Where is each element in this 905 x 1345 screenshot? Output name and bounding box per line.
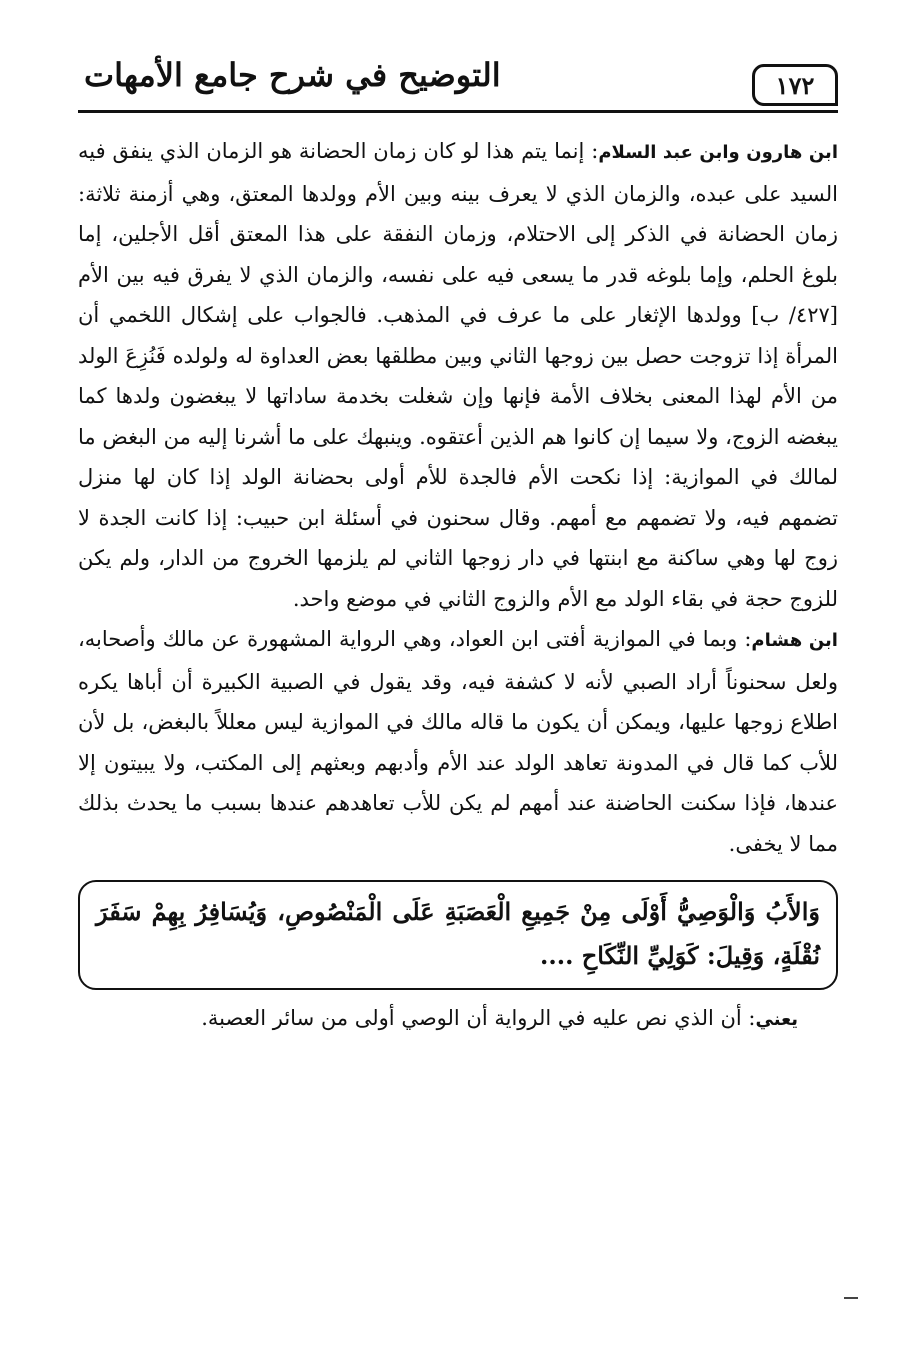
paragraph-text: : إنما يتم هذا لو كان زمان الحضانة هو الزمان الذي ينفق فيه السيد على عبده، والزمان الذي لا يعرف بينه وبين الأم وولدها المعتق، وهي أزمنة ثلاثة: زمان الحضانة في الذكر إلى الاحتلام، وزمان النفقة على هذا المعتق أقل الأجلين، إما بلوغ الحلم، وإما بلوغه قدر ما يسعى فيه على نفسه، والزمان الذي لا يفرق فيه بين الأم [٤٢٧/ ب] وولدها الإثغار على ما عرف في المذهب. فالجواب على إشكال اللخمي أن المرأة إذا تزوجت حصل بين زوجها الثاني وبين مطلقها بعض العداوة له ولولده فَنُزِعَ الولد من الأم لهذا المعنى بخلاف الأمة فإنها وإن شغلت بخدمة ساداتها لا يبغضون ولدها كما يبغضه الزوج، ولا سيما إن كانوا هم الذين أعتقوه. وينبهك على ما أشرنا إليه من البغض ما لمالك في الموازية: إذا نكحت الأم فالجدة للأم أولى بحضانة الولد إذا كان لها منزل تضمهم فيه، ولا تضمهم مع أمهم. وقال سحنون في أسئلة ابن حبيب: إذا كانت الجدة لا زوج لها وهي ساكنة مع ابنتها في دار زوجها الثاني لم يلزمها الخروج من الدار، ولم يكن للزوج حجة في بقاء الولد مع الأم والزوج الثاني في موضع واحد. [78,139,838,611]
matn-text: وَالأَبُ وَالْوَصِيُّ أَوْلَى مِنْ جَمِيعِ الْعَصَبَةِ عَلَى الْمَنْصُوصِ، وَيُسَافِرُ بِهِمْ سَفَرَ نُقْلَةٍ، وَقِيلَ: كَوَلِيِّ النِّكَاحِ .... [96,897,820,970]
matn-box [78,880,838,990]
sharh-lead: يعني [755,1009,798,1030]
page-number: ١٧٢ [752,64,838,106]
page-header [78,40,838,113]
sharh-line [78,1000,798,1038]
running-title: التوضيح في شرح جامع الأمهات [84,56,501,94]
paragraph [78,131,838,619]
paragraph-text: : وبما في الموازية أفتى ابن العواد، وهي الرواية المشهورة عن مالك وأصحابه، ولعل سحنوناً أراد الصبي لأنه لا كشفة فيه، وقد يقول في الصبية الكبيرة أن أباها يكره اطلاع زوجها عليها، ويمكن أن يكون ما قاله مالك في الموازية ليس معللاً بالبغض، بل لأن للأب كما قال في المدونة تعاهد الولد عند الأم وأدبهم وبعثهم إلى المكتب، ولا يبيتون إلا عندها، فإذا سكنت الحاضنة عند أمهم لم يكن للأب تعاهدهم عندها بسبب ما يحدث بذلك مما لا يخفى. [78,627,838,856]
sharh-text: : أن الذي نص عليه في الرواية أن الوصي أولى من سائر العصبة. [201,1006,756,1030]
footer-dash [844,1297,858,1299]
speaker-name: ابن هارون وابن عبد السلام [598,142,838,163]
book-page [78,40,838,1038]
commentary-body [78,131,838,864]
speaker-name: ابن هشام [751,630,838,651]
paragraph [78,619,838,864]
